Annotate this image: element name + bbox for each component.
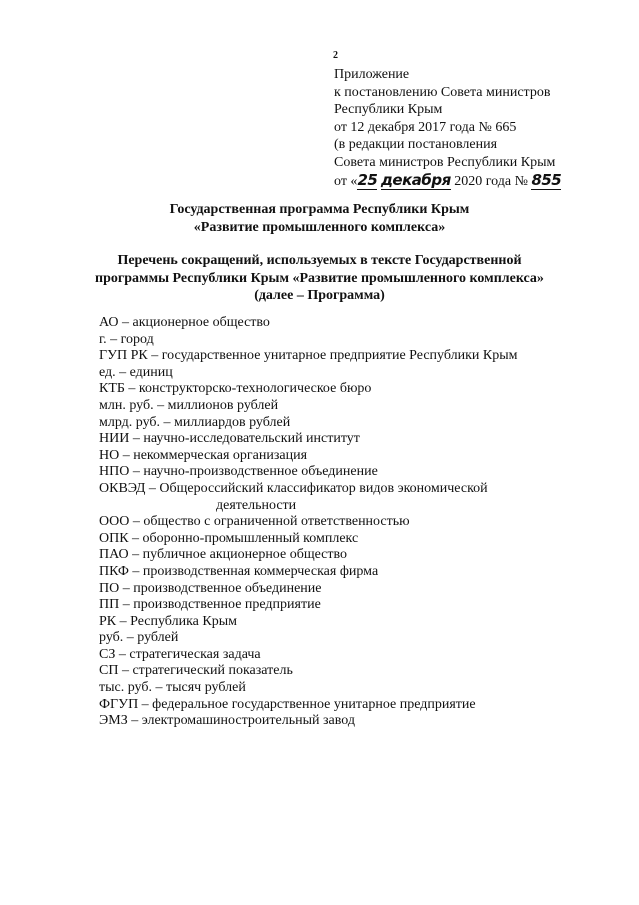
list-item-continuation: деятельности bbox=[216, 497, 297, 513]
handwritten-number: 855 bbox=[531, 170, 562, 189]
list-item: НПО – научно-производственное объединение bbox=[99, 464, 378, 480]
heading-line: (далее – Программа) bbox=[254, 288, 385, 303]
list-item: ОПК – оборонно-промышленный комплекс bbox=[99, 530, 359, 546]
heading-line: программы Республики Крым «Развитие промышленного комплекса» bbox=[95, 270, 544, 286]
list-item: ЭМЗ – электромашиностроительный завод bbox=[99, 713, 355, 729]
list-item: ПО – производственное объединение bbox=[99, 580, 322, 596]
list-item: СЗ – стратегическая задача bbox=[99, 646, 261, 662]
sig-prefix: от « bbox=[334, 173, 358, 189]
appendix-line: Приложение bbox=[334, 67, 410, 82]
title-line: «Развитие промышленного комплекса» bbox=[193, 219, 446, 235]
program-title bbox=[0, 201, 639, 236]
appendix-line: Совета министров Республики Крым bbox=[334, 154, 556, 170]
appendix-block bbox=[334, 66, 561, 190]
list-item: КТБ – конструкторско-технологическое бюро bbox=[99, 381, 372, 397]
list-item: г. – город bbox=[99, 331, 154, 347]
list-item: руб. – рублей bbox=[99, 630, 179, 646]
list-item: ПКФ – производственная коммерческая фирма bbox=[99, 563, 379, 579]
list-item: СП – стратегический показатель bbox=[99, 663, 293, 679]
appendix-line: к постановлению Совета министров bbox=[334, 84, 551, 100]
list-item: млн. руб. – миллионов рублей bbox=[99, 397, 279, 413]
list-item: млрд. руб. – миллиардов рублей bbox=[99, 414, 291, 430]
list-item: НО – некоммерческая организация bbox=[99, 447, 308, 463]
heading-line: Перечень сокращений, используемых в тексте Государственной bbox=[117, 253, 522, 268]
page-number: 2 bbox=[333, 50, 338, 61]
appendix-line: Республики Крым bbox=[334, 102, 443, 118]
list-item: ОКВЭД – Общероссийский классификатор видов экономической bbox=[99, 480, 488, 496]
list-item: ГУП РК – государственное унитарное предприятие Республики Крым bbox=[99, 348, 518, 364]
sig-year: 2020 года № bbox=[454, 173, 528, 189]
appendix-line: (в редакции постановления bbox=[334, 137, 498, 153]
list-item: РК – Республика Крым bbox=[99, 613, 237, 629]
list-item: ПАО – публичное акционерное общество bbox=[99, 547, 348, 563]
handwritten-day: 25 bbox=[357, 170, 378, 189]
list-item: тыс. руб. – тысяч рублей bbox=[99, 680, 246, 696]
list-item: ед. – единиц bbox=[99, 364, 173, 380]
abbreviation-list bbox=[99, 315, 518, 730]
abbreviations-heading bbox=[0, 252, 639, 305]
list-item: ООО – общество с ограниченной ответственностью bbox=[99, 514, 410, 530]
appendix-line: от 12 декабря 2017 года № 665 bbox=[334, 119, 517, 135]
signature-date-line bbox=[334, 172, 561, 191]
list-item: АО – акционерное общество bbox=[99, 315, 270, 330]
handwritten-month: декабря bbox=[380, 170, 451, 189]
list-item: ФГУП – федеральное государственное унитарное предприятие bbox=[99, 696, 476, 712]
list-item: ПП – производственное предприятие bbox=[99, 597, 321, 613]
title-line: Государственная программа Республики Крым bbox=[169, 202, 470, 217]
list-item: НИИ – научно-исследовательский институт bbox=[99, 431, 360, 447]
